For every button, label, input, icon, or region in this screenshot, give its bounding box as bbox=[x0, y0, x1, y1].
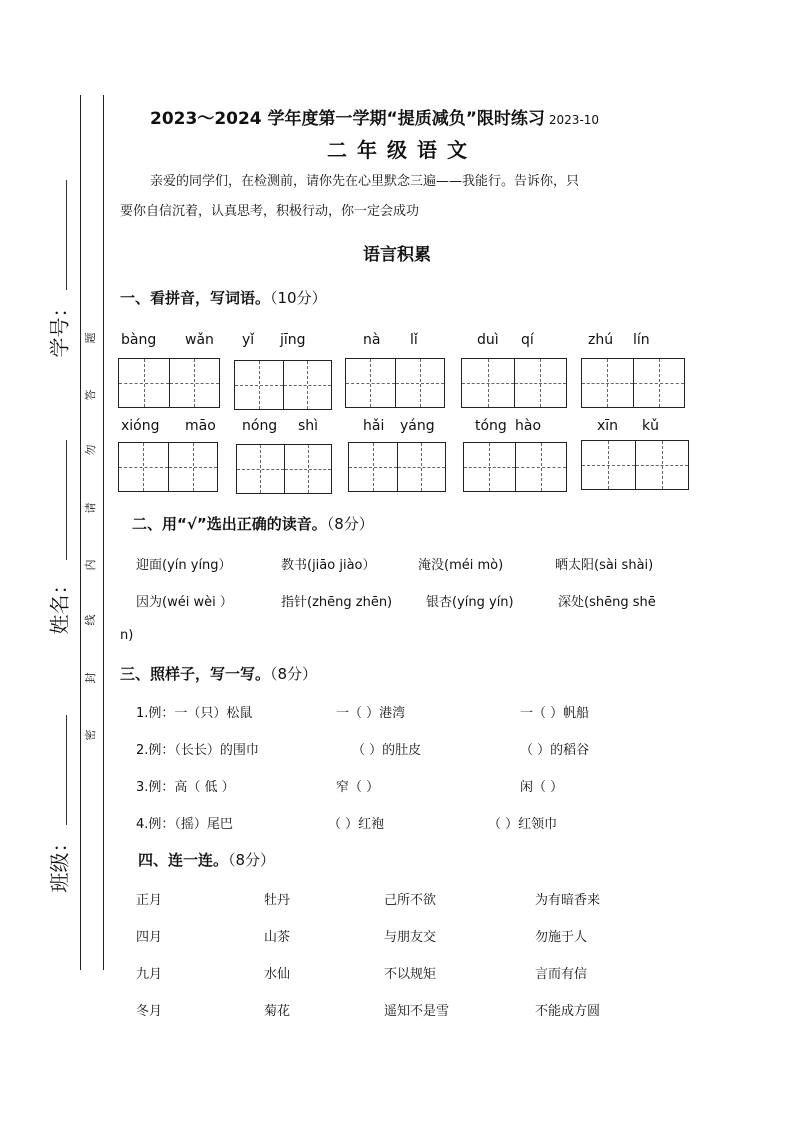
writing-box[interactable] bbox=[234, 360, 332, 410]
q4-heading bbox=[138, 849, 275, 870]
binding-line-outer bbox=[80, 95, 81, 970]
match-item[interactable]: 与朋友交 bbox=[384, 930, 437, 945]
reading-item: 因为(wéi wèi ） bbox=[136, 595, 233, 610]
pinyin: lǐ bbox=[410, 332, 418, 348]
q4-score: （8分） bbox=[228, 851, 276, 869]
reading-item: 银杏(yíng yín) bbox=[426, 595, 514, 610]
pinyin: nóng bbox=[242, 418, 278, 434]
writing-box[interactable] bbox=[345, 358, 445, 408]
pinyin: māo bbox=[185, 418, 216, 434]
q2-heading-text: 二、用“√”选出正确的读音。 bbox=[132, 515, 327, 533]
q1-score: （10分） bbox=[270, 289, 327, 307]
pinyin: hào bbox=[515, 418, 542, 434]
name-label: 姓名： bbox=[47, 574, 72, 635]
example-item: 4.例：（摇）尾巴 bbox=[136, 817, 233, 832]
match-item[interactable]: 冬月 bbox=[136, 1004, 163, 1019]
seal-char: 线 bbox=[84, 614, 97, 626]
match-item[interactable]: 四月 bbox=[136, 930, 163, 945]
pinyin: jīng bbox=[280, 332, 306, 348]
seal-char: 密 bbox=[84, 729, 97, 741]
writing-box[interactable] bbox=[581, 440, 689, 490]
pinyin: wǎn bbox=[185, 332, 214, 348]
fill-item: （ ）的稻谷 bbox=[520, 743, 590, 758]
match-item[interactable]: 山茶 bbox=[264, 930, 291, 945]
pinyin: nà bbox=[363, 332, 381, 348]
match-item[interactable]: 遥知不是雪 bbox=[384, 1004, 450, 1019]
example-item: 1.例：一（只）松鼠 bbox=[136, 706, 253, 721]
q3-heading bbox=[120, 663, 317, 684]
match-item[interactable]: 勿施于人 bbox=[535, 930, 588, 945]
match-item[interactable]: 不能成方圆 bbox=[535, 1004, 601, 1019]
match-item[interactable]: 菊花 bbox=[264, 1004, 291, 1019]
example-item: 2.例：（长长）的围巾 bbox=[136, 743, 259, 758]
fill-item: 一（ ）港湾 bbox=[336, 706, 406, 721]
seal-char: 勿 bbox=[84, 444, 97, 456]
fill-item: （ ）红领巾 bbox=[488, 817, 558, 832]
fill-item: 一（ ）帆船 bbox=[520, 706, 590, 721]
q3-score: （8分） bbox=[270, 665, 318, 683]
writing-box[interactable] bbox=[118, 358, 220, 408]
q2-score: （8分） bbox=[326, 515, 374, 533]
intro-line-1: 亲爱的同学们，在检测前，请你先在心里默念三遍——我能行。告诉你，只 bbox=[150, 174, 580, 189]
fill-item: （ ）的肚皮 bbox=[352, 743, 422, 758]
reading-item-wrap: n) bbox=[120, 628, 134, 643]
pinyin: yǐ bbox=[242, 332, 255, 348]
name-blank bbox=[66, 440, 67, 560]
section-title: 语言积累 bbox=[363, 245, 431, 265]
reading-item: 教书(jiāo jiào） bbox=[281, 558, 376, 573]
student-no-label: 学号： bbox=[47, 297, 72, 358]
fill-item: （ ）红袍 bbox=[328, 817, 385, 832]
q1-heading bbox=[120, 287, 327, 308]
match-item[interactable]: 九月 bbox=[136, 967, 163, 982]
example-item: 3.例：高（ 低 ） bbox=[136, 780, 235, 795]
pinyin: hǎi bbox=[363, 418, 385, 434]
pinyin: duì bbox=[477, 332, 499, 348]
match-item[interactable]: 己所不欲 bbox=[384, 893, 437, 908]
writing-box[interactable] bbox=[461, 358, 567, 408]
q4-heading-text: 四、连一连。 bbox=[138, 851, 229, 869]
pinyin: kǔ bbox=[642, 418, 659, 434]
pinyin: yáng bbox=[400, 418, 435, 434]
seal-char: 封 bbox=[84, 672, 97, 684]
exam-date: 2023-10 bbox=[548, 113, 600, 127]
match-item[interactable]: 水仙 bbox=[264, 967, 291, 982]
writing-box[interactable] bbox=[118, 442, 218, 492]
exam-title bbox=[150, 104, 599, 129]
seal-char: 题 bbox=[84, 332, 97, 344]
seal-char: 内 bbox=[84, 559, 97, 571]
seal-char: 答 bbox=[84, 389, 97, 401]
pinyin: tóng bbox=[475, 418, 507, 434]
fill-item: 窄（ ） bbox=[336, 780, 380, 795]
reading-item: 迎面(yín yíng） bbox=[136, 558, 232, 573]
match-item[interactable]: 言而有信 bbox=[535, 967, 588, 982]
match-item[interactable]: 牡丹 bbox=[264, 893, 291, 908]
match-item[interactable]: 正月 bbox=[136, 893, 163, 908]
pinyin: shì bbox=[298, 418, 319, 434]
binding-line-inner bbox=[103, 95, 104, 970]
seal-char: 请 bbox=[84, 502, 97, 514]
writing-box[interactable] bbox=[581, 358, 685, 408]
q1-heading-text: 一、看拼音，写词语。 bbox=[120, 289, 271, 307]
class-label: 班级： bbox=[47, 832, 72, 893]
pinyin: xīn bbox=[597, 418, 619, 434]
pinyin: zhú bbox=[588, 332, 614, 348]
pinyin: lín bbox=[633, 332, 650, 348]
grade-subject: 二年级语文 bbox=[327, 138, 477, 162]
match-item[interactable]: 为有暗香来 bbox=[535, 893, 601, 908]
exam-title-text: 2023～2024 学年度第一学期“提质减负”限时练习 bbox=[150, 109, 545, 129]
writing-box[interactable] bbox=[348, 442, 446, 492]
intro-line-2: 要你自信沉着，认真思考，积极行动，你一定会成功 bbox=[120, 204, 420, 219]
pinyin: bàng bbox=[121, 332, 157, 348]
writing-box[interactable] bbox=[236, 444, 332, 494]
reading-item: 深处(shēng shē bbox=[558, 595, 656, 610]
reading-item: 指针(zhēng zhēn) bbox=[281, 595, 393, 610]
reading-item: 淹没(méi mò) bbox=[418, 558, 504, 573]
q2-heading bbox=[132, 513, 374, 534]
pinyin: xióng bbox=[121, 418, 160, 434]
match-item[interactable]: 不以规矩 bbox=[384, 967, 437, 982]
q3-heading-text: 三、照样子，写一写。 bbox=[120, 665, 271, 683]
writing-box[interactable] bbox=[463, 442, 567, 492]
pinyin: qí bbox=[521, 332, 534, 348]
fill-item: 闲（ ） bbox=[520, 780, 564, 795]
reading-item: 晒太阳(sài shài) bbox=[555, 558, 654, 573]
